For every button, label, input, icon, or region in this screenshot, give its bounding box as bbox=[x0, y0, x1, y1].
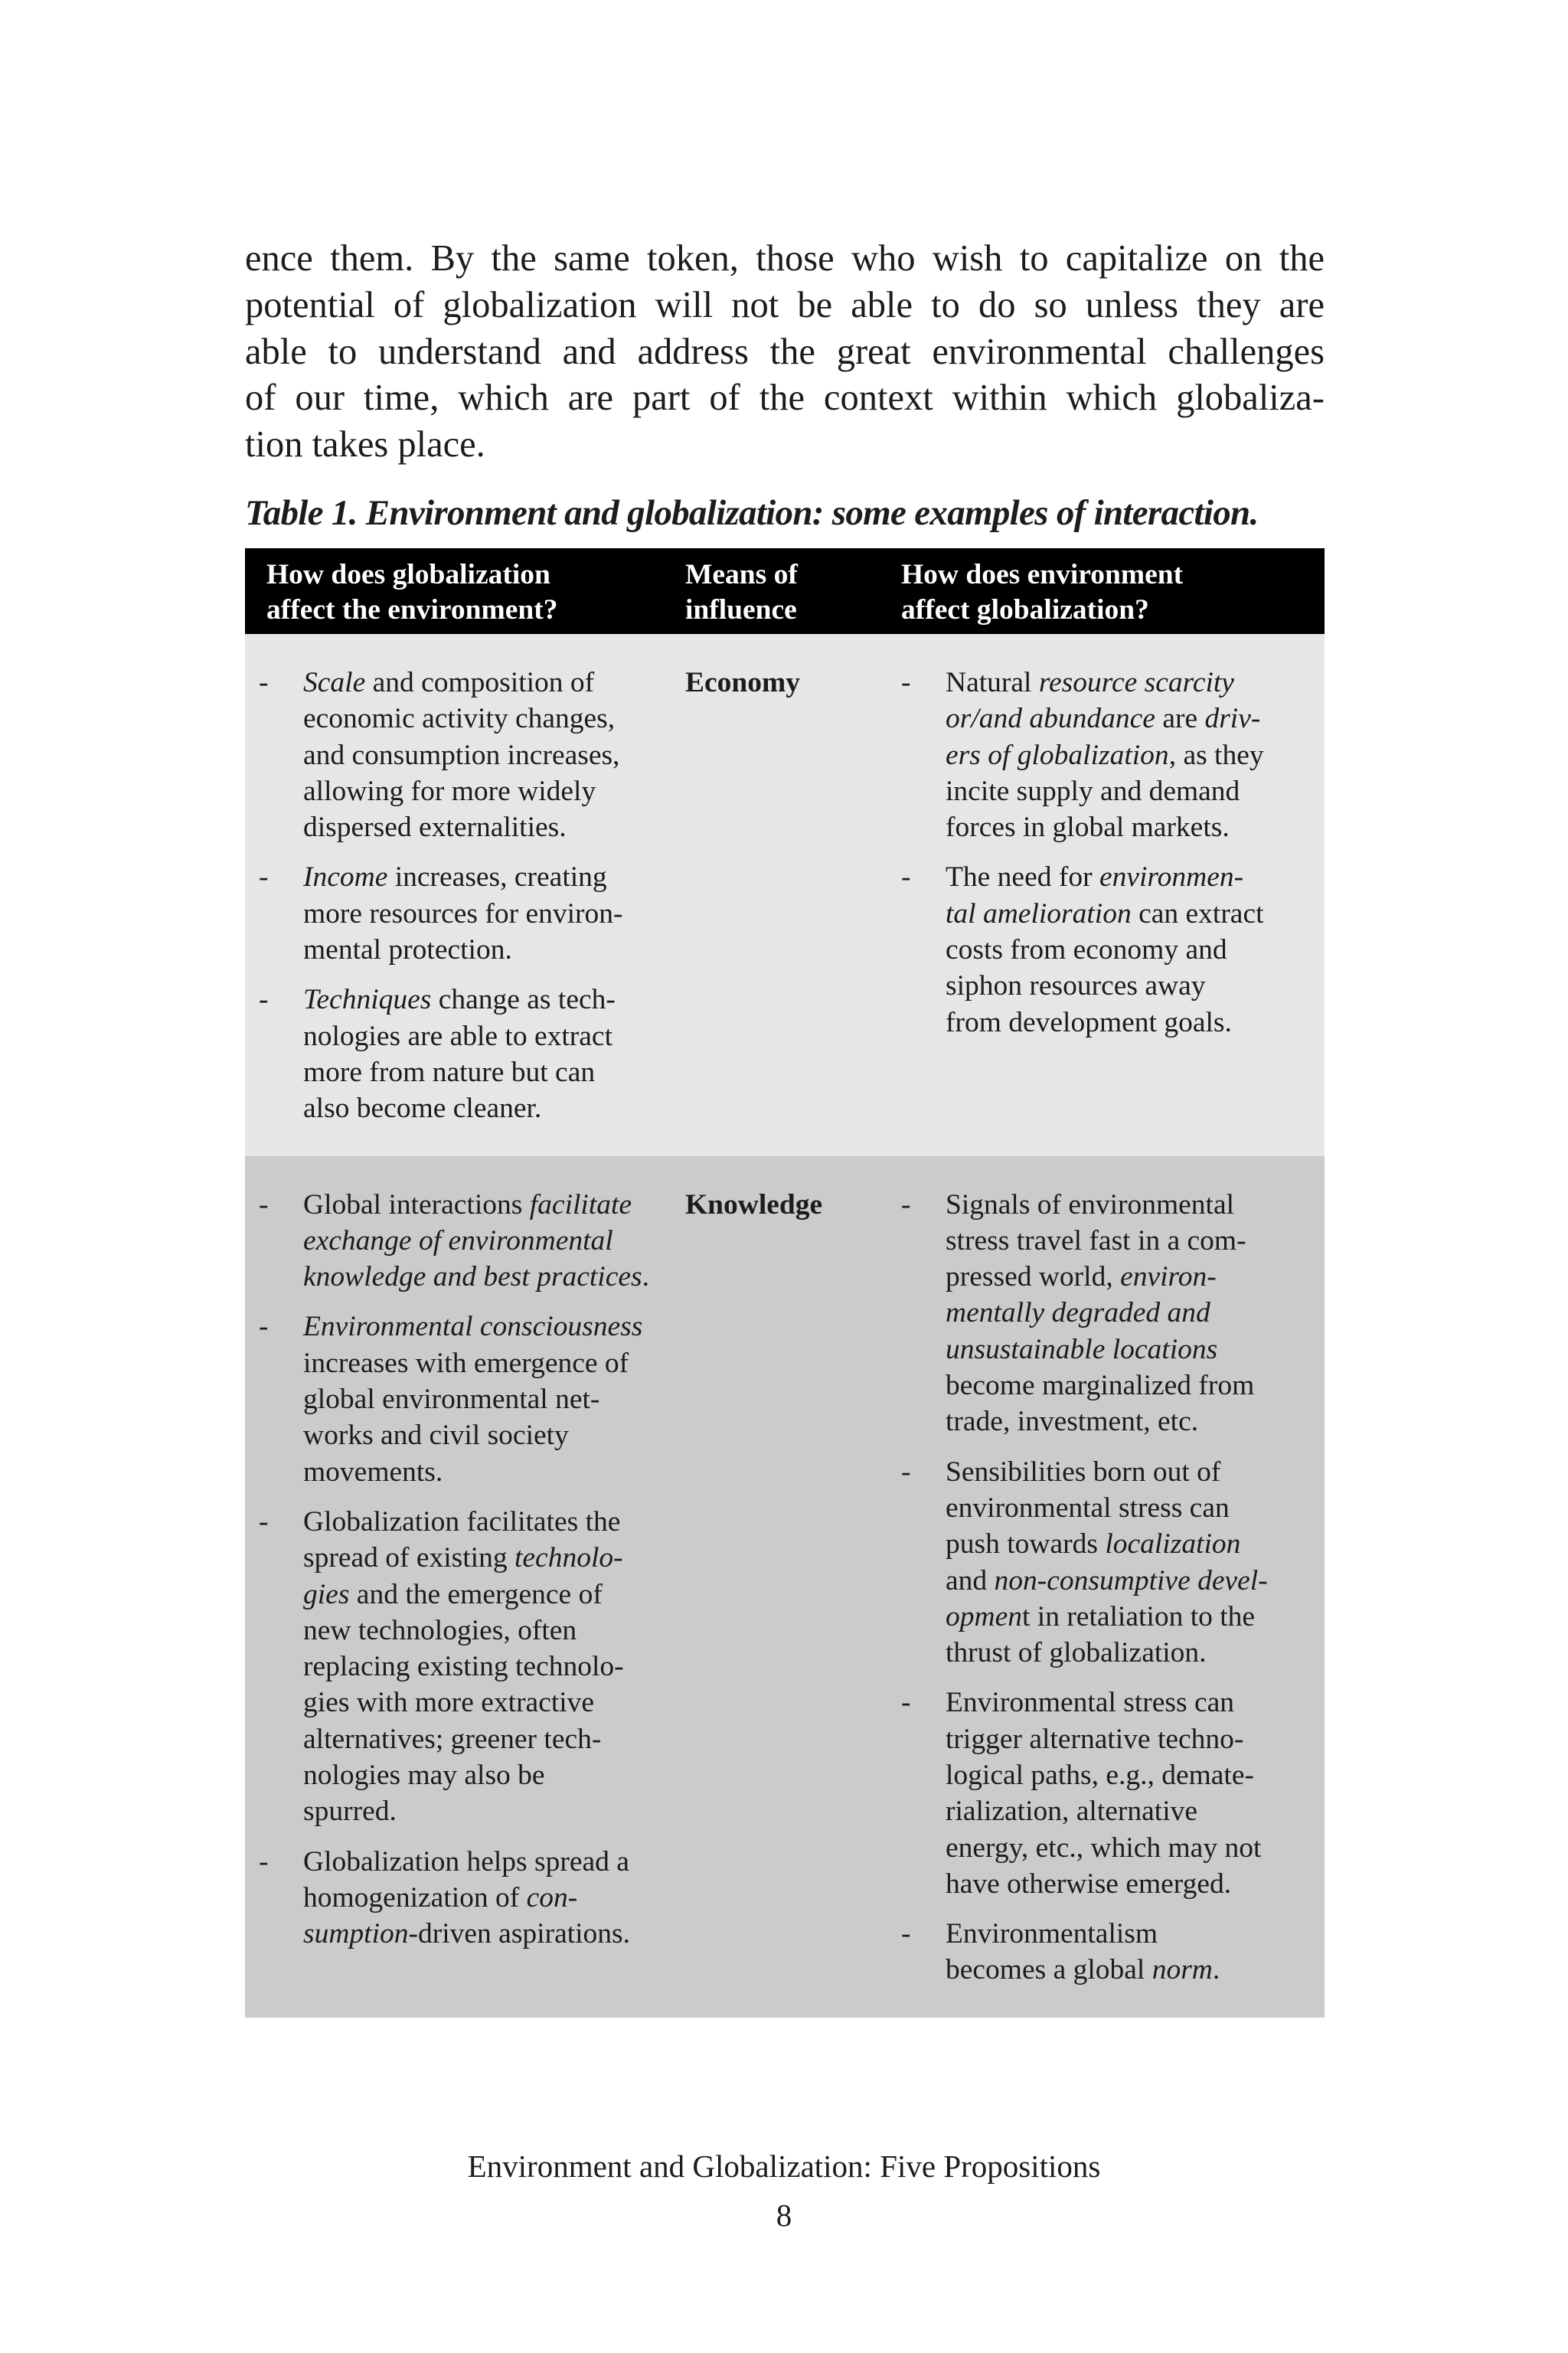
bullet-dash: - bbox=[259, 1505, 269, 1538]
bullet-dash: - bbox=[259, 666, 269, 698]
bullet-text: Environmental consciousness increases with emergence of global environmental net- works and civil society movements. bbox=[303, 1311, 643, 1488]
bullet-item bbox=[259, 1187, 684, 1296]
bullet-text: Signals of environmental stress travel fast in a com- pressed world, environ- mentally degraded and unsustainable locations become marginalized from trade, investment, etc. bbox=[946, 1188, 1255, 1438]
intro-line: potential of globalization will not be able to do so unless they are bbox=[245, 284, 1325, 325]
bullet-text: Environmentalism becomes a global norm. bbox=[946, 1918, 1220, 1986]
table-row-economy bbox=[245, 634, 1325, 1156]
bullet-item bbox=[259, 982, 684, 1126]
intro-line: able to understand and address the great environmental challenges bbox=[245, 331, 1325, 372]
intro-line: ence them. By the same token, those who wish to capitalize on the bbox=[245, 238, 1325, 279]
bullet-item bbox=[259, 1504, 684, 1830]
header-line: affect globalization? bbox=[901, 593, 1149, 626]
header-line: affect the environment? bbox=[266, 593, 558, 626]
cell-globalization-effects bbox=[245, 1156, 685, 2018]
bullet-list bbox=[259, 665, 684, 1127]
header-means-of-influence bbox=[685, 548, 901, 634]
intro-line: tion takes place. bbox=[245, 424, 485, 466]
header-line: Means of bbox=[685, 558, 798, 590]
bullet-item bbox=[901, 1685, 1324, 1902]
bullet-text: Sensibilities born out of environmental stress can push towards localization and non-consumptive devel- opment in retaliation to the thrust of globalization. bbox=[946, 1456, 1268, 1669]
bullet-text: Scale and composition of economic activity changes, and consumption increases, allowing for more widely dispersed externalities. bbox=[303, 666, 620, 844]
header-line: influence bbox=[685, 593, 797, 626]
bullet-text: Natural resource scarcity or/and abundance are driv- ers of globalization, as they incite supply and demand forces in global markets. bbox=[946, 666, 1264, 844]
cell-globalization-effects bbox=[245, 634, 685, 1156]
bullet-text: Techniques change as tech- nologies are able to extract more from nature but can also become cleaner. bbox=[303, 984, 616, 1125]
bullet-dash: - bbox=[259, 1845, 269, 1877]
bullet-item bbox=[901, 665, 1324, 845]
bullet-text: Globalization helps spread a homogenization of con- sumption-driven aspirations. bbox=[303, 1845, 631, 1950]
page-number: 8 bbox=[776, 2198, 792, 2233]
table-caption: Table 1. Environment and globalization: some examples of interaction. bbox=[245, 492, 1259, 533]
cell-means: Knowledge bbox=[685, 1188, 823, 1221]
bullet-text: Environmental stress can trigger alternative techno- logical paths, e.g., demate- rialization, alternative energy, etc., which may not have otherwise emerged. bbox=[946, 1687, 1262, 1900]
bullet-item bbox=[901, 859, 1324, 1040]
bullet-item bbox=[901, 1187, 1324, 1440]
table-row-knowledge bbox=[245, 1156, 1325, 2018]
bullet-dash: - bbox=[901, 666, 911, 698]
bullet-dash: - bbox=[259, 861, 269, 894]
bullet-dash: - bbox=[259, 984, 269, 1016]
bullet-text: Global interactions facilitate exchange of environmental knowledge and best practices. bbox=[303, 1188, 649, 1293]
cell-environment-effects bbox=[901, 634, 1325, 1156]
table-header-row bbox=[245, 548, 1325, 634]
bullet-dash: - bbox=[901, 1188, 911, 1221]
header-environment-affects-globalization bbox=[901, 548, 1325, 634]
header-globalization-affects-environment bbox=[245, 548, 685, 634]
header-line: How does environment bbox=[901, 558, 1184, 590]
bullet-item bbox=[259, 665, 684, 845]
bullet-dash: - bbox=[259, 1311, 269, 1343]
bullet-text: Income increases, creating more resources for environ- mental protection. bbox=[303, 861, 623, 966]
bullet-dash: - bbox=[901, 1456, 911, 1488]
cell-means: Economy bbox=[685, 666, 800, 698]
bullet-list bbox=[259, 1187, 684, 1953]
bullet-dash: - bbox=[901, 1687, 911, 1719]
bullet-dash: - bbox=[901, 1918, 911, 1950]
bullet-item bbox=[901, 1454, 1324, 1672]
bullet-item bbox=[259, 1309, 684, 1489]
bullet-dash: - bbox=[901, 861, 911, 894]
bullet-list bbox=[901, 1187, 1324, 1989]
intro-paragraph bbox=[245, 236, 1325, 469]
bullet-text: Globalization facilitates the spread of existing technolo- gies and the emergence of new technologies, often replacing existing technolo- gies with more extractive alternatives; greener tech- nologies may also be spurred. bbox=[303, 1505, 624, 1828]
running-footer-title: Environment and Globalization: Five Propositions bbox=[467, 2149, 1101, 2184]
bullet-item bbox=[259, 859, 684, 968]
intro-line: of our time, which are part of the context within which globaliza- bbox=[245, 377, 1325, 419]
bullet-item bbox=[259, 1844, 684, 1953]
page-content bbox=[245, 236, 1325, 2018]
bullet-dash: - bbox=[259, 1188, 269, 1221]
bullet-list bbox=[901, 665, 1324, 1041]
header-line: How does globalization bbox=[266, 558, 550, 590]
bullet-text: The need for environmen- tal amelioration can extract costs from economy and siphon resources away from development goals. bbox=[946, 861, 1264, 1038]
bullet-item bbox=[901, 1916, 1324, 1989]
cell-environment-effects bbox=[901, 1156, 1325, 2018]
interaction-table bbox=[245, 548, 1325, 2018]
